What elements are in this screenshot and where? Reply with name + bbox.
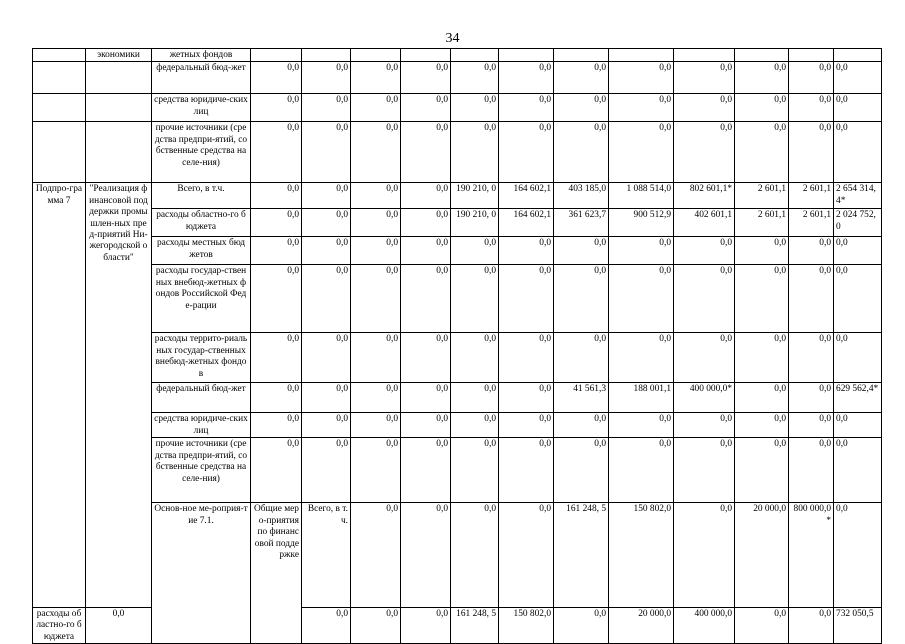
table-cell: 0,0 (789, 122, 834, 183)
table-cell: 0,0 (251, 237, 302, 265)
table-cell: 0,0 (351, 237, 401, 265)
table-cell: 0,0 (451, 94, 499, 122)
table-cell: 0,0 (735, 413, 789, 438)
budget-table (32, 48, 882, 644)
table-cell: 0,0 (351, 94, 401, 122)
table-cell: 41 561,3 (554, 383, 609, 413)
table-cell: 0,0 (674, 122, 735, 183)
table-cell: 0,0 (401, 608, 451, 644)
table-cell: 190 210, 0 (451, 209, 499, 237)
table-cell: 0,0 (789, 94, 834, 122)
table-cell (33, 49, 86, 62)
table-cell: 0,0 (834, 438, 882, 503)
table-cell: прочие источники (средства предпри-ятий, собственные средства населе-ния) (152, 438, 251, 503)
table-cell: 0,0 (401, 183, 451, 209)
table-cell: 0,0 (554, 94, 609, 122)
table-cell (609, 49, 674, 62)
table-cell: 0,0 (499, 237, 554, 265)
table-cell: 1 088 514,0 (609, 183, 674, 209)
table-cell: 0,0 (609, 122, 674, 183)
table-cell: 20 000,0 (735, 503, 789, 608)
table-cell: 0,0 (499, 503, 554, 608)
table-cell: 0,0 (401, 209, 451, 237)
table-cell: 0,0 (554, 438, 609, 503)
table-cell: 0,0 (302, 333, 351, 383)
table-cell: 0,0 (554, 608, 609, 644)
table-cell: 150 802,0 (499, 608, 554, 644)
table-cell: 150 802,0 (609, 503, 674, 608)
table-cell (789, 49, 834, 62)
table-cell: 0,0 (609, 413, 674, 438)
subprogram-7-regional-row (33, 209, 882, 237)
table-cell: средства юридиче-ских лиц (152, 94, 251, 122)
table-cell (33, 94, 86, 122)
table-cell: 0,0 (451, 237, 499, 265)
table-cell: 0,0 (789, 438, 834, 503)
table-cell: Всего, в т.ч. (302, 503, 351, 608)
table-cell: 0,0 (401, 122, 451, 183)
table-cell: 0,0 (302, 237, 351, 265)
table-cell: 161 248, 5 (554, 503, 609, 608)
table-cell: 802 601,1* (674, 183, 735, 209)
subprogram-7-state-funds-row (33, 265, 882, 333)
table-cell: 0,0 (609, 265, 674, 333)
table-cell: 0,0 (351, 265, 401, 333)
table-cell: 0,0 (735, 608, 789, 644)
table-cell: 0,0 (499, 94, 554, 122)
table-cell: 0,0 (251, 94, 302, 122)
table-cell: 0,0 (351, 503, 401, 608)
subprogram-7-legal-row (33, 413, 882, 438)
table-cell: 0,0 (251, 122, 302, 183)
table-cell: 0,0 (351, 122, 401, 183)
table-cell (401, 49, 451, 62)
page-number: 34 (445, 31, 460, 46)
table-cell: 800 000,0* (789, 503, 834, 608)
table-cell: 0,0 (609, 237, 674, 265)
table-cell: 0,0 (834, 333, 882, 383)
table-cell: 0,0 (351, 438, 401, 503)
table-cell: 0,0 (735, 62, 789, 94)
table-cell: 0,0 (401, 62, 451, 94)
table-cell: 0,0 (554, 413, 609, 438)
table-cell: 0,0 (351, 608, 401, 644)
table-cell (554, 49, 609, 62)
table-cell: 0,0 (789, 608, 834, 644)
table-cell: 402 601,1 (674, 209, 735, 237)
table-cell: 361 623,7 (554, 209, 609, 237)
continuation-row-1 (33, 49, 882, 62)
table-cell: 0,0 (499, 265, 554, 333)
table-cell: 0,0 (451, 438, 499, 503)
table-cell (86, 94, 152, 122)
table-cell: 400 000,0 (674, 608, 735, 644)
table-cell: расходы террито-риальных государ-ственных внебюд-жетных фондов (152, 333, 251, 383)
table-cell: федеральный бюд-жет (152, 62, 251, 94)
table-cell: 0,0 (302, 62, 351, 94)
table-cell: 0,0 (674, 237, 735, 265)
table-cell: 0,0 (789, 383, 834, 413)
federal-budget-row (33, 62, 882, 94)
table-cell: 0,0 (554, 62, 609, 94)
table-cell: 0,0 (451, 265, 499, 333)
table-cell: 403 185,0 (554, 183, 609, 209)
table-cell: 0,0 (451, 413, 499, 438)
table-cell (674, 49, 735, 62)
subprogram-7-total-row (33, 183, 882, 209)
table-cell: 0,0 (735, 122, 789, 183)
table-cell: 2 601,1 (735, 209, 789, 237)
subprogram-7-territorial-funds-row (33, 333, 882, 383)
table-cell: 0,0 (834, 122, 882, 183)
table-cell: жетных фондов (152, 49, 251, 62)
table-cell: 0,0 (451, 62, 499, 94)
table-cell: 164 602,1 (499, 183, 554, 209)
table-cell: 0,0 (251, 265, 302, 333)
table-cell (499, 49, 554, 62)
table-cell: 20 000,0 (609, 608, 674, 644)
table-cell: 629 562,4* (834, 383, 882, 413)
table-cell: расходы областно-го бюджета (152, 209, 251, 237)
table-cell: Всего, в т.ч. (152, 183, 251, 209)
table-cell: 0,0 (834, 503, 882, 608)
table-cell: 0,0 (834, 94, 882, 122)
table-cell: 0,0 (251, 183, 302, 209)
table-cell: 0,0 (302, 209, 351, 237)
table-cell: 0,0 (554, 333, 609, 383)
table-cell: Основ-ное ме-роприя-тие 7.1. (152, 503, 251, 644)
table-cell: 0,0 (302, 608, 351, 644)
table-cell: 0,0 (735, 94, 789, 122)
table-cell: 0,0 (401, 237, 451, 265)
table-cell: 188 001,1 (609, 383, 674, 413)
table-cell: 0,0 (834, 62, 882, 94)
table-cell: 0,0 (302, 122, 351, 183)
table-cell: 0,0 (834, 413, 882, 438)
table-cell: 0,0 (302, 183, 351, 209)
table-cell: 0,0 (609, 333, 674, 383)
other-sources-row (33, 122, 882, 183)
table-cell: 0,0 (401, 265, 451, 333)
table-cell: 2 601,1 (789, 183, 834, 209)
table-cell: 0,0 (674, 413, 735, 438)
table-cell (834, 49, 882, 62)
table-cell: 2 601,1 (735, 183, 789, 209)
table-cell: экономики (86, 49, 152, 62)
table-cell: 190 210, 0 (451, 183, 499, 209)
table-cell: расходы областно-го бюджета (33, 608, 86, 644)
table-cell: 0,0 (351, 413, 401, 438)
table-cell: Подпро-грамма 7 (33, 183, 86, 608)
table-cell: 0,0 (789, 265, 834, 333)
table-cell: 0,0 (789, 333, 834, 383)
table-cell: 0,0 (251, 383, 302, 413)
table-cell: 0,0 (251, 413, 302, 438)
table-cell: средства юридиче-ских лиц (152, 413, 251, 438)
table-cell: 0,0 (789, 237, 834, 265)
table-cell: 0,0 (251, 62, 302, 94)
table-cell: 0,0 (351, 62, 401, 94)
table-cell: 0,0 (499, 438, 554, 503)
table-cell: 0,0 (834, 237, 882, 265)
table-cell: 0,0 (251, 209, 302, 237)
table-cell: 732 050,5 (834, 608, 882, 644)
table-cell: 0,0 (674, 265, 735, 333)
table-cell: 0,0 (554, 237, 609, 265)
table-cell: 161 248, 5 (451, 608, 499, 644)
table-cell: 0,0 (351, 209, 401, 237)
table-cell: 0,0 (499, 122, 554, 183)
table-cell: 0,0 (401, 438, 451, 503)
table-cell: 0,0 (302, 265, 351, 333)
table-cell: 0,0 (674, 94, 735, 122)
table-cell: 0,0 (302, 413, 351, 438)
table-cell: 0,0 (789, 62, 834, 94)
legal-entities-row (33, 94, 882, 122)
table-cell: 0,0 (609, 438, 674, 503)
table-cell: 164 602,1 (499, 209, 554, 237)
table-cell: 0,0 (674, 503, 735, 608)
table-cell (251, 49, 302, 62)
table-cell: 0,0 (351, 333, 401, 383)
table-cell: 0,0 (401, 383, 451, 413)
table-cell: 0,0 (609, 94, 674, 122)
table-cell: 2 601,1 (789, 209, 834, 237)
table-cell: 0,0 (401, 94, 451, 122)
table-cell: 0,0 (451, 122, 499, 183)
table-cell: 0,0 (351, 383, 401, 413)
table-cell (351, 49, 401, 62)
table-cell: расходы государ-ственных внебюд-жетных фондов Российской Феде-рации (152, 265, 251, 333)
table-cell: 0,0 (674, 438, 735, 503)
table-cell: 0,0 (609, 62, 674, 94)
table-cell: 0,0 (674, 62, 735, 94)
table-body (33, 49, 882, 644)
table-cell: 0,0 (499, 413, 554, 438)
table-cell: расходы местных бюджетов (152, 237, 251, 265)
table-cell: 0,0 (451, 503, 499, 608)
table-cell: 0,0 (451, 383, 499, 413)
table-cell (33, 62, 86, 94)
table-cell: 0,0 (834, 265, 882, 333)
table-cell: 0,0 (735, 333, 789, 383)
main-event-7-1-total-row (33, 503, 882, 608)
table-cell: 0,0 (401, 503, 451, 608)
table-cell: 0,0 (302, 383, 351, 413)
table-cell: 0,0 (351, 183, 401, 209)
table-cell: 0,0 (674, 333, 735, 383)
table-cell: 2 654 314, 4* (834, 183, 882, 209)
table-cell: 0,0 (499, 383, 554, 413)
table-cell: 0,0 (499, 62, 554, 94)
table-cell: 0,0 (451, 333, 499, 383)
table-cell: 0,0 (251, 333, 302, 383)
table-cell (86, 62, 152, 94)
table-cell (302, 49, 351, 62)
table-cell (86, 122, 152, 183)
table-cell: 0,0 (735, 265, 789, 333)
table-cell: федеральный бюд-жет (152, 383, 251, 413)
table-cell: 0,0 (735, 438, 789, 503)
subprogram-7-federal-row (33, 383, 882, 413)
table-cell (451, 49, 499, 62)
table-cell: 0,0 (789, 413, 834, 438)
table-cell (735, 49, 789, 62)
table-cell: 0,0 (499, 333, 554, 383)
table-cell: 0,0 (302, 438, 351, 503)
table-cell: 0,0 (735, 383, 789, 413)
table-cell: 0,0 (86, 608, 152, 644)
table-cell: прочие источники (средства предпри-ятий, собственные средства населе-ния) (152, 122, 251, 183)
table-cell: 0,0 (554, 265, 609, 333)
table-cell: 2 024 752, 0 (834, 209, 882, 237)
table-cell: 900 512,9 (609, 209, 674, 237)
table-cell: 400 000,0* (674, 383, 735, 413)
table-cell: 0,0 (401, 333, 451, 383)
table-cell: 0,0 (401, 413, 451, 438)
table-cell: 0,0 (251, 438, 302, 503)
table-cell: 0,0 (554, 122, 609, 183)
table-cell: 0,0 (735, 237, 789, 265)
table-cell: Общие меро-приятия по финансовой поддержке (251, 503, 302, 644)
subprogram-7-other-row (33, 438, 882, 503)
table-cell: 0,0 (302, 94, 351, 122)
table-cell (33, 122, 86, 183)
subprogram-7-local-row (33, 237, 882, 265)
table-cell: "Реализация финансовой поддержки промышлен-ных пред-приятий Ни-жегородской области" (86, 183, 152, 608)
